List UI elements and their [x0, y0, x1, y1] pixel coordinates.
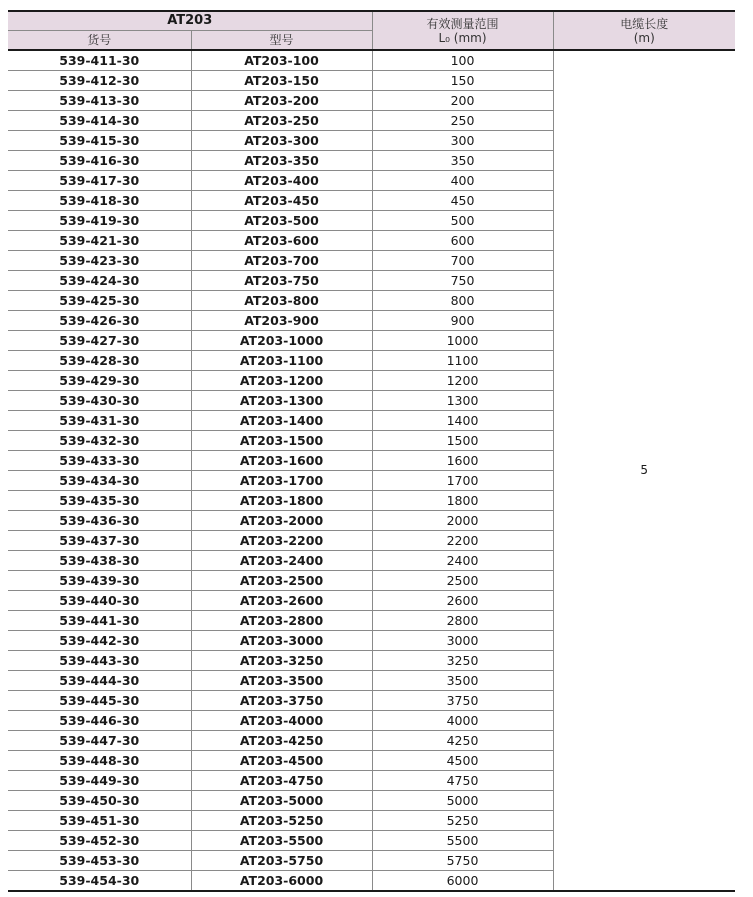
cell-model: AT203-500	[191, 211, 372, 231]
cell-range: 5000	[372, 791, 553, 811]
cell-code: 539-414-30	[8, 111, 191, 131]
spec-table	[8, 10, 735, 892]
cell-code: 539-442-30	[8, 631, 191, 651]
cable-header-label: 电缆长度	[620, 16, 669, 31]
cell-code: 539-451-30	[8, 811, 191, 831]
cell-range: 800	[372, 291, 553, 311]
cell-range: 2400	[372, 551, 553, 571]
cell-code: 539-443-30	[8, 651, 191, 671]
cell-range: 300	[372, 131, 553, 151]
cell-model: AT203-300	[191, 131, 372, 151]
code-header: 货号	[8, 31, 191, 51]
cell-model: AT203-900	[191, 311, 372, 331]
cell-range: 1100	[372, 351, 553, 371]
cell-code: 539-434-30	[8, 471, 191, 491]
cell-range: 350	[372, 151, 553, 171]
cell-range: 400	[372, 171, 553, 191]
cell-range: 4000	[372, 711, 553, 731]
cell-model: AT203-2500	[191, 571, 372, 591]
cell-range: 450	[372, 191, 553, 211]
cell-code: 539-423-30	[8, 251, 191, 271]
cell-model: AT203-4250	[191, 731, 372, 751]
cell-model: AT203-1800	[191, 491, 372, 511]
cell-range: 3000	[372, 631, 553, 651]
cell-model: AT203-1300	[191, 391, 372, 411]
cell-range: 100	[372, 50, 553, 71]
cell-model: AT203-4000	[191, 711, 372, 731]
cell-code: 539-448-30	[8, 751, 191, 771]
cell-model: AT203-2200	[191, 531, 372, 551]
cell-range: 6000	[372, 871, 553, 892]
cell-code: 539-430-30	[8, 391, 191, 411]
cell-range: 5500	[372, 831, 553, 851]
range-header	[372, 11, 553, 50]
table-body	[8, 50, 735, 891]
cell-model: AT203-5500	[191, 831, 372, 851]
cell-model: AT203-6000	[191, 871, 372, 892]
cell-code: 539-438-30	[8, 551, 191, 571]
cell-code: 539-435-30	[8, 491, 191, 511]
cell-model: AT203-1700	[191, 471, 372, 491]
cell-model: AT203-200	[191, 91, 372, 111]
cell-code: 539-427-30	[8, 331, 191, 351]
cell-code: 539-444-30	[8, 671, 191, 691]
model-header: 型号	[191, 31, 372, 51]
cell-code: 539-440-30	[8, 591, 191, 611]
cell-range: 5750	[372, 851, 553, 871]
cell-model: AT203-5000	[191, 791, 372, 811]
cell-cable-length: 5	[553, 50, 735, 891]
cell-model: AT203-250	[191, 111, 372, 131]
cable-header	[553, 11, 735, 50]
cell-code: 539-433-30	[8, 451, 191, 471]
cell-range: 600	[372, 231, 553, 251]
cell-range: 4500	[372, 751, 553, 771]
cell-model: AT203-1400	[191, 411, 372, 431]
cell-range: 1600	[372, 451, 553, 471]
cell-code: 539-446-30	[8, 711, 191, 731]
cell-model: AT203-4750	[191, 771, 372, 791]
cell-range: 2600	[372, 591, 553, 611]
cell-model: AT203-3000	[191, 631, 372, 651]
cell-model: AT203-2800	[191, 611, 372, 631]
cell-code: 539-450-30	[8, 791, 191, 811]
cell-code: 539-416-30	[8, 151, 191, 171]
cell-model: AT203-100	[191, 50, 372, 71]
cell-code: 539-437-30	[8, 531, 191, 551]
cell-code: 539-441-30	[8, 611, 191, 631]
cell-range: 4250	[372, 731, 553, 751]
cell-range: 2800	[372, 611, 553, 631]
cell-model: AT203-3500	[191, 671, 372, 691]
cell-model: AT203-3750	[191, 691, 372, 711]
cell-code: 539-426-30	[8, 311, 191, 331]
cell-code: 539-449-30	[8, 771, 191, 791]
cell-code: 539-454-30	[8, 871, 191, 892]
table-row	[8, 50, 735, 71]
cell-range: 250	[372, 111, 553, 131]
range-header-unit: L₀ (mm)	[438, 30, 487, 45]
cell-code: 539-413-30	[8, 91, 191, 111]
cell-range: 1500	[372, 431, 553, 451]
cell-range: 5250	[372, 811, 553, 831]
cell-range: 1000	[372, 331, 553, 351]
cell-model: AT203-400	[191, 171, 372, 191]
cell-model: AT203-1600	[191, 451, 372, 471]
cell-code: 539-411-30	[8, 50, 191, 71]
cell-range: 200	[372, 91, 553, 111]
cell-range: 2200	[372, 531, 553, 551]
cell-model: AT203-1000	[191, 331, 372, 351]
cell-code: 539-432-30	[8, 431, 191, 451]
cell-range: 3500	[372, 671, 553, 691]
cell-model: AT203-1200	[191, 371, 372, 391]
cell-code: 539-415-30	[8, 131, 191, 151]
cell-code: 539-425-30	[8, 291, 191, 311]
cell-code: 539-428-30	[8, 351, 191, 371]
cell-range: 150	[372, 71, 553, 91]
cell-model: AT203-700	[191, 251, 372, 271]
cell-model: AT203-4500	[191, 751, 372, 771]
cell-code: 539-453-30	[8, 851, 191, 871]
cell-code: 539-424-30	[8, 271, 191, 291]
cell-model: AT203-2400	[191, 551, 372, 571]
cell-code: 539-417-30	[8, 171, 191, 191]
cell-code: 539-418-30	[8, 191, 191, 211]
cell-code: 539-429-30	[8, 371, 191, 391]
cell-model: AT203-350	[191, 151, 372, 171]
series-header: AT203	[8, 11, 372, 31]
cell-model: AT203-3250	[191, 651, 372, 671]
cell-range: 1800	[372, 491, 553, 511]
cell-range: 750	[372, 271, 553, 291]
cell-code: 539-447-30	[8, 731, 191, 751]
cell-code: 539-452-30	[8, 831, 191, 851]
cell-model: AT203-1100	[191, 351, 372, 371]
cell-range: 1400	[372, 411, 553, 431]
cell-model: AT203-800	[191, 291, 372, 311]
cell-range: 3750	[372, 691, 553, 711]
cell-code: 539-445-30	[8, 691, 191, 711]
cell-range: 1700	[372, 471, 553, 491]
cell-range: 900	[372, 311, 553, 331]
cell-model: AT203-750	[191, 271, 372, 291]
cell-code: 539-431-30	[8, 411, 191, 431]
cell-model: AT203-5750	[191, 851, 372, 871]
cell-code: 539-421-30	[8, 231, 191, 251]
cell-model: AT203-450	[191, 191, 372, 211]
cell-range: 500	[372, 211, 553, 231]
cell-model: AT203-1500	[191, 431, 372, 451]
range-header-label: 有效测量范围	[426, 16, 499, 31]
cell-range: 3250	[372, 651, 553, 671]
cell-range: 1200	[372, 371, 553, 391]
cell-range: 1300	[372, 391, 553, 411]
cell-model: AT203-5250	[191, 811, 372, 831]
cell-code: 539-436-30	[8, 511, 191, 531]
cell-code: 539-412-30	[8, 71, 191, 91]
cell-model: AT203-2000	[191, 511, 372, 531]
cell-model: AT203-2600	[191, 591, 372, 611]
cell-range: 4750	[372, 771, 553, 791]
cell-model: AT203-150	[191, 71, 372, 91]
cell-range: 2500	[372, 571, 553, 591]
cell-range: 2000	[372, 511, 553, 531]
cell-code: 539-439-30	[8, 571, 191, 591]
cell-model: AT203-600	[191, 231, 372, 251]
cell-range: 700	[372, 251, 553, 271]
cell-code: 539-419-30	[8, 211, 191, 231]
cable-header-unit: (m)	[633, 30, 655, 45]
